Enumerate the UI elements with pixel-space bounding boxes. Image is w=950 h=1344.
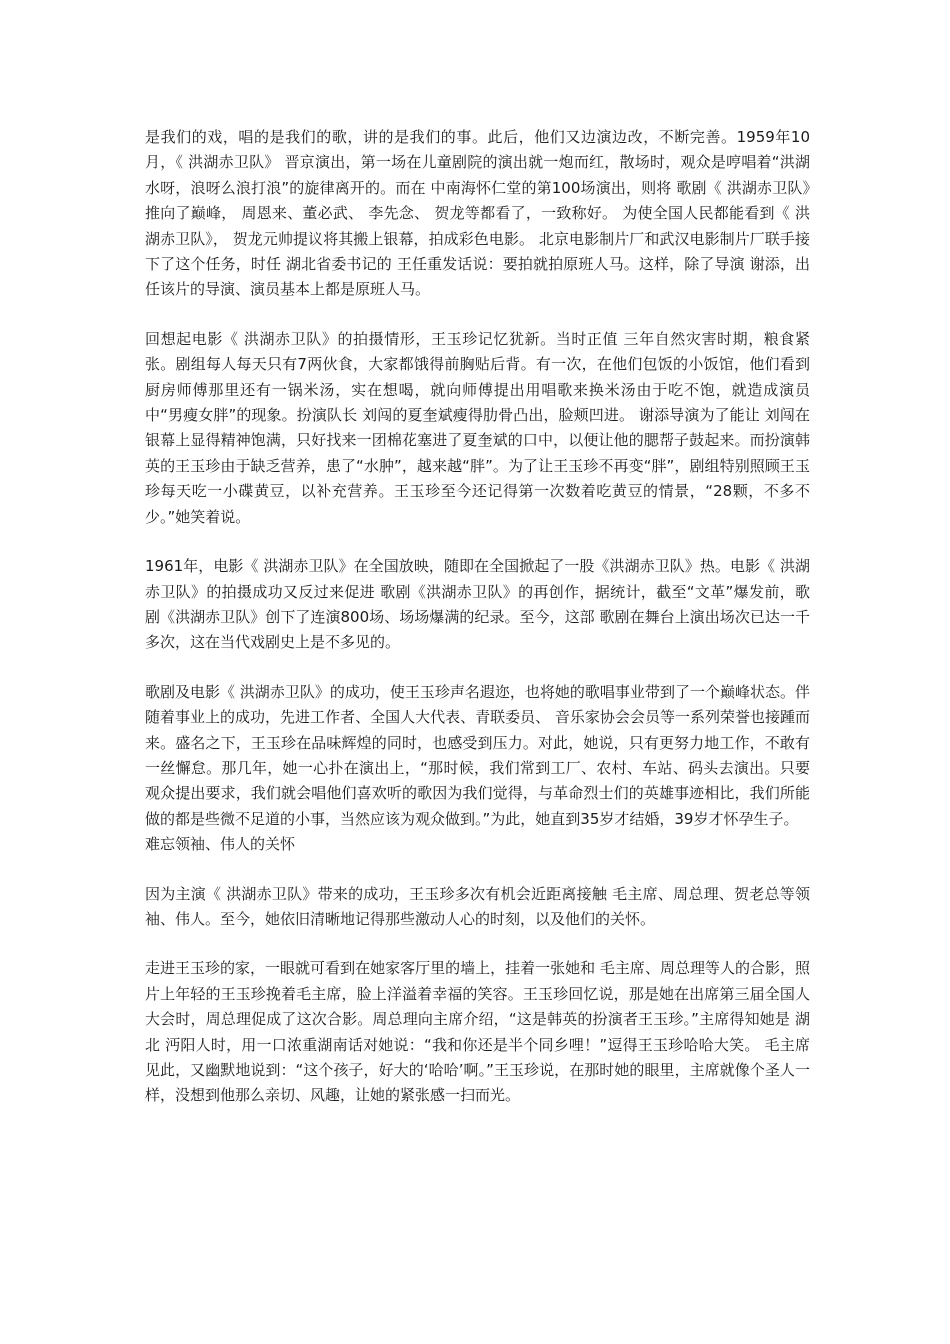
paragraph-2: 回想起电影《 洪湖赤卫队》的拍摄情形，王玉珍记忆犹新。当时正值 三年自然灾害时期，粮食紧张。剧组每人每天只有7两伙食，大家都饿得前胸贴后背。有一次，在他们包饭的小饭馆，他们看到厨房师傅那里还有一锅米汤，实在想喝，就向师傅提出用唱歌来换米汤由于吃不饱，就造成演员中“男瘦女胖”的现象。扮演队长 刘闯的夏奎斌瘦得肋骨凸出，脸颊凹进。 谢添导演为了能让 刘闯在银幕上显得精神饱满，只好找来一团棉花塞进了夏奎斌的口中，以便让他的腮帮子鼓起来。而扮演韩英的王玉珍由于缺乏营养，患了“水肿”，越来越“胖”。为了让王玉珍不再变“胖”，剧组特别照顾王玉珍每天吃一小碟黄豆，以补充营养。王玉珍至今还记得第一次数着吃黄豆的情景，“28颗，不多不少。”她笑着说。 (145, 329, 810, 526)
paragraph-1: 是我们的戏，唱的是我们的歌，讲的是我们的事。此后，他们又边演边改，不断完善。1959年10月，《 洪湖赤卫队》 晋京演出，第一场在儿童剧院的演出就一炮而红，散场时，观众是哼唱着“洪湖水呀，浪呀么浪打浪”的旋律离开的。而在 中南海怀仁堂的第100场演出，则将 歌剧《 洪湖赤卫队》推向了巅峰， 周恩来、董必武、 李先念、 贺龙等都看了，一致称好。 为使全国人民都能看到《 洪湖赤卫队》， 贺龙元帅提议将其搬上银幕，拍成彩色电影。 北京电影制片厂和武汉电影制片厂联手接下了这个任务，时任 湖北省委书记的 王任重发话说：要拍就拍原班人马。这样，除了导演 谢添，出任该片的导演、演员基本上都是原班人马。 (145, 128, 810, 299)
paragraph-3: 1961年，电影《 洪湖赤卫队》在全国放映，随即在全国掀起了一股《洪湖赤卫队》热。电影《 洪湖赤卫队》的拍摄成功又反过来促进 歌剧《洪湖赤卫队》的再创作，据统计，截至“文革”爆发前，歌剧《洪湖赤卫队》创下了连演800场、场场爆满的纪录。至今，这部 歌剧在舞台上演出场次已达一千多次，这在当代戏剧史上是不多见的。 (145, 557, 810, 652)
paragraph-6: 走进王玉珍的家，一眼就可看到在她家客厅里的墙上，挂着一张她和 毛主席、周总理等人的合影，照片上年轻的王玉珍挽着毛主席，脸上洋溢着幸福的笑容。王玉珍回忆说，那是她在出席第三届全国人大会时，周总理促成了这次合影。周总理向主席介绍，“这是韩英的扮演者王玉珍。”主席得知她是 湖北 沔阳人时，用一口浓重湖南话对她说：“我和你还是半个同乡哩！”逗得王玉珍哈哈大笑。 毛主席见此，又幽默地说到：“这个孩子，好大的‘哈哈’啊。”王玉珍说，在那时她的眼里，主席就像个圣人一样，没想到他那么亲切、风趣，让她的紧张感一扫而光。 (145, 959, 810, 1105)
section-heading: 难忘领袖、伟人的关怀 (145, 835, 296, 854)
paragraph-4: 歌剧及电影《 洪湖赤卫队》的成功，使王玉珍声名遐迩，也将她的歌唱事业带到了一个巅峰状态。伴随着事业上的成功，先进工作者、全国人大代表、青联委员、 音乐家协会会员等一系列荣誉也接踵而来。盛名之下，王玉珍在品味辉煌的同时，也感受到压力。对此，她说，只有更努力地工作，不敢有一丝懈怠。那几年，她一心扑在演出上，“那时候，我们常到工厂、农村、车站、码头去演出。只要观众提出要求，我们就会唱他们喜欢听的歌因为我们觉得，与革命烈士们的英雄事迹相比，我们所能做的都是些微不足道的小事，当然应该为观众做到。”为此，她直到35岁才结婚，39岁才怀孕生子。 (145, 682, 810, 828)
document-page (145, 125, 810, 1109)
paragraph-5: 因为主演《 洪湖赤卫队》带来的成功，王玉珍多次有机会近距离接触 毛主席、周总理、贺老总等领袖、伟人。至今，她依旧清晰地记得那些激动人心的时刻，以及他们的关怀。 (145, 884, 810, 928)
